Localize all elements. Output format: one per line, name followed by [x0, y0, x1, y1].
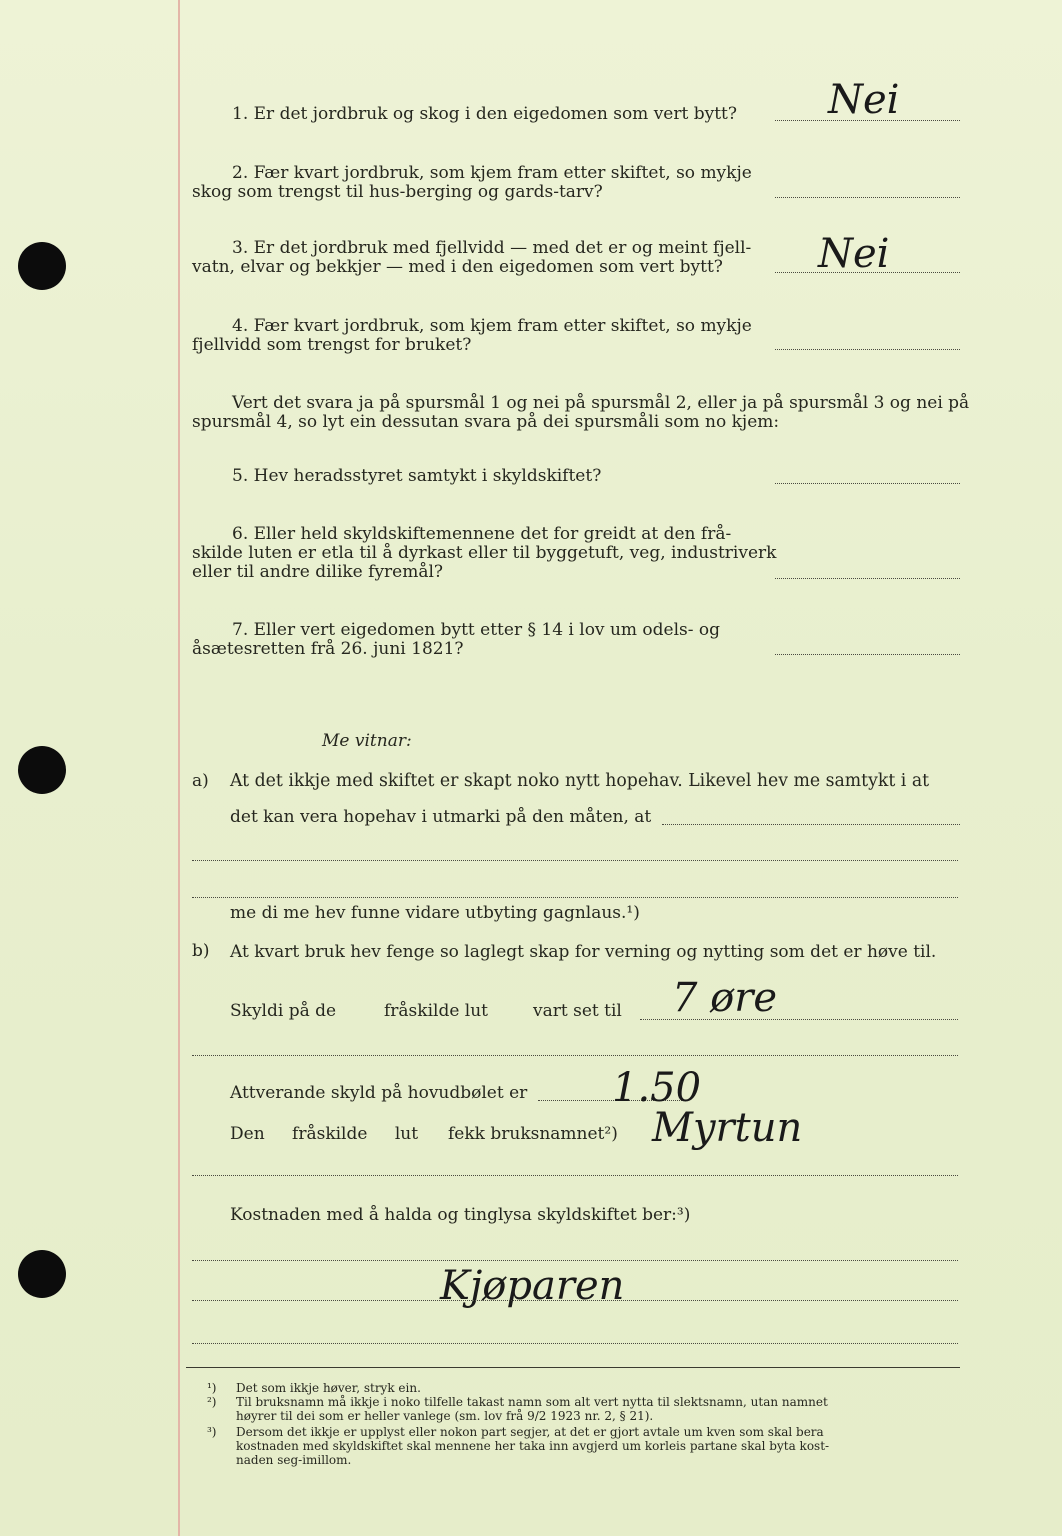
witness-a-line-1: At det ikkje med skiftet er skapt noko nytt hopehav. Likevel hev me samtykt i at	[230, 771, 930, 791]
witness-a-dotted-line-2	[192, 860, 958, 861]
name-label-2: fekk bruksnamnet²)	[448, 1124, 618, 1144]
witness-b-line-1: At kvart bruk hev fenge so laglegt skap for verning og nytting som det er høve til.	[230, 942, 937, 962]
cost-line-3	[192, 1343, 958, 1344]
footnote-2-line-1: Til bruksnamn må ikkje i noko tilfelle takast namn som alt vert nytta til slektsnamn, utan namnet	[236, 1395, 828, 1409]
cost-value: Kjøparen	[440, 1263, 625, 1309]
question-6-answer-line	[775, 578, 960, 579]
question-4-line-1: 4. Fær kvart jordbruk, som kjem fram etter skiftet, so mykje	[232, 316, 752, 336]
question-5-answer-line	[775, 483, 960, 484]
footnote-2-line-2: høyrer til dei som er heller vanlege (sm. lov frå 9/2 1923 nr. 2, § 21).	[236, 1409, 654, 1423]
question-6-line-2: skilde luten er etla til å dyrkast eller til byggetuft, veg, industriverk	[192, 543, 777, 563]
question-3-answer: Nei	[818, 231, 890, 277]
cost-label: Kostnaden med å halda og tinglysa skyldskiftet ber:³)	[230, 1205, 691, 1225]
question-2-line-2: skog som trengst til hus-berging og gards-tarv?	[192, 182, 603, 202]
margin-line	[178, 0, 180, 1536]
footnote-rule	[186, 1367, 960, 1368]
question-3-line-2: vatn, elvar og bekkjer — med i den eigedomen som vert bytt?	[192, 257, 723, 277]
punch-hole-bottom	[18, 1250, 66, 1298]
question-2-answer-line	[775, 197, 960, 198]
witness-heading: Me vitnar:	[322, 731, 412, 751]
footnote-3-line-3: naden seg-imillom.	[236, 1453, 352, 1467]
witness-a-dotted-line-1	[662, 824, 960, 825]
question-3-line-1: 3. Er det jordbruk med fjellvidd — med det er og meint fjell-	[232, 238, 752, 258]
question-1-answer: Nei	[828, 77, 900, 123]
cost-line-2	[192, 1300, 958, 1301]
punch-hole-top	[18, 242, 66, 290]
question-2-line-1: 2. Fær kvart jordbruk, som kjem fram etter skiftet, so mykje	[232, 163, 752, 183]
question-5-text: 5. Hev heradsstyret samtykt i skyldskiftet?	[232, 466, 602, 486]
name-label-1: Den fråskilde lut	[230, 1124, 419, 1144]
witness-a-dotted-line-3	[192, 897, 958, 898]
skyld-value: 7 øre	[672, 975, 778, 1021]
intro-line-1: Vert det svara ja på spursmål 1 og nei på spursmål 2, eller ja på spursmål 3 og nei på	[232, 393, 970, 413]
question-7-line-2: åsætesretten frå 26. juni 1821?	[192, 639, 464, 659]
question-6-line-1: 6. Eller held skyldskiftemennene det for greidt at den frå-	[232, 524, 732, 544]
witness-b-marker: b)	[192, 941, 210, 961]
footnote-1-mark: ¹)	[207, 1381, 217, 1395]
question-4-answer-line	[775, 349, 960, 350]
name-value: Myrtun	[652, 1105, 803, 1151]
footnote-3-mark: ³)	[207, 1425, 217, 1439]
skyld-label-3: vart set til	[533, 1001, 622, 1021]
skyld-extra-line	[192, 1055, 958, 1056]
question-4-line-2: fjellvidd som trengst for bruket?	[192, 335, 472, 355]
question-7-answer-line	[775, 654, 960, 655]
witness-a-line-3: me di me hev funne vidare utbyting gagnlaus.¹)	[230, 903, 640, 923]
remaining-label: Attverande skyld på hovudbølet er	[230, 1083, 528, 1103]
footnote-1-line-1: Det som ikkje høver, stryk ein.	[236, 1381, 421, 1395]
witness-a-line-2: det kan vera hopehav i utmarki på den måten, at	[230, 807, 652, 827]
question-1-text: 1. Er det jordbruk og skog i den eigedomen som vert bytt?	[232, 104, 737, 124]
intro-line-2: spursmål 4, so lyt ein dessutan svara på dei spursmåli som no kjem:	[192, 412, 780, 432]
witness-a-marker: a)	[192, 771, 209, 791]
name-extra-line	[192, 1175, 958, 1176]
cost-line-1	[192, 1260, 958, 1261]
question-7-line-1: 7. Eller vert eigedomen bytt etter § 14 i lov um odels- og	[232, 620, 721, 640]
footnote-2-mark: ²)	[207, 1395, 217, 1409]
footnote-3-line-1: Dersom det ikkje er upplyst eller nokon part segjer, at det er gjort avtale um kven som skal bera	[236, 1425, 824, 1439]
skyld-label-1: Skyldi på de	[230, 1001, 337, 1021]
remaining-value: 1.50	[612, 1065, 702, 1111]
question-6-line-3: eller til andre dilike fyremål?	[192, 562, 444, 582]
footnote-3-line-2: kostnaden med skyldskiftet skal mennene her taka inn avgjerd um korleis partane skal byta kost-	[236, 1439, 830, 1453]
skyld-label-2: fråskilde lut	[384, 1001, 489, 1021]
punch-hole-middle	[18, 746, 66, 794]
